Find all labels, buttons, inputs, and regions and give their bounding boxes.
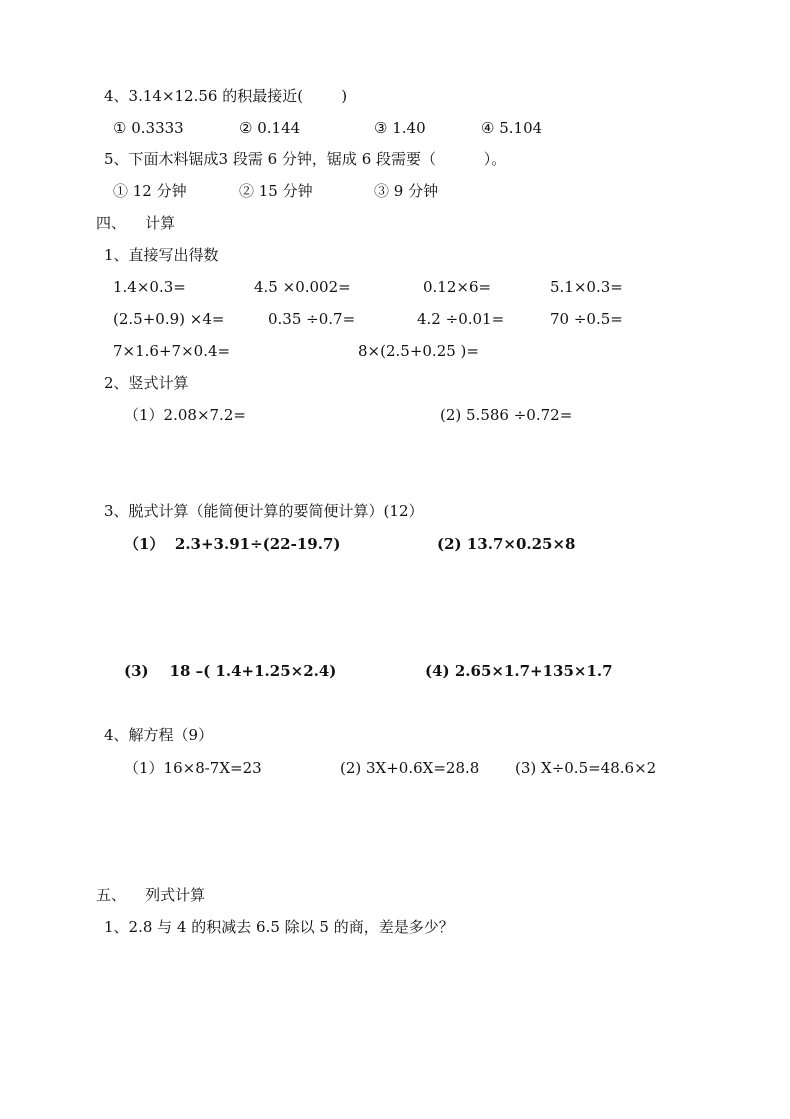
p1-r2c3: 4.2 ÷0.01= [417, 310, 505, 328]
p1-r2c4: 70 ÷0.5= [550, 310, 623, 328]
p4-item-3: (3) X÷0.5=48.6×2 [515, 759, 657, 777]
p3-item-1: （1） 2.3+3.91÷(22-19.7) [124, 535, 341, 553]
q4-stem: 4、3.14×12.56 的积最接近( ) [104, 87, 348, 105]
p3-title: 3、脱式计算（能简便计算的要简便计算）(12） [104, 502, 424, 520]
p1-r1c4: 5.1×0.3= [550, 278, 623, 296]
p4-item-2: (2) 3X+0.6X=28.8 [340, 759, 480, 777]
q4-option-4: ④ 5.104 [481, 119, 543, 137]
p3-item-2: (2) 13.7×0.25×8 [437, 535, 576, 553]
p1-title: 1、直接写出得数 [104, 246, 219, 264]
q4-option-2: ② 0.144 [239, 119, 301, 137]
q5-option-1: ① 12 分钟 [113, 182, 187, 200]
p1-r1c2: 4.5 ×0.002= [254, 278, 351, 296]
q5-stem: 5、下面木料锯成3 段需 6 分钟，锯成 6 段需要（ ）。 [104, 150, 507, 168]
q5-option-3: ③ 9 分钟 [374, 182, 439, 200]
q5-option-2: ② 15 分钟 [239, 182, 313, 200]
q4-option-3: ③ 1.40 [374, 119, 426, 137]
p3-item-3: (3) 18 –( 1.4+1.25×2.4) [124, 662, 337, 680]
p1-r1c1: 1.4×0.3= [113, 278, 186, 296]
p1-r3c1: 7×1.6+7×0.4= [113, 342, 231, 360]
p2-title: 2、竖式计算 [104, 374, 189, 392]
p1-r2c2: 0.35 ÷0.7= [268, 310, 356, 328]
p1-r3c2: 8×(2.5+0.25 )= [358, 342, 479, 360]
p4-item-1: （1）16×8-7X=23 [124, 759, 262, 777]
p2-item-2: (2) 5.586 ÷0.72= [440, 406, 573, 424]
p1-r2c1: (2.5+0.9) ×4= [113, 310, 225, 328]
p3-item-4: (4) 2.65×1.7+135×1.7 [425, 662, 613, 680]
q4-option-1: ① 0.3333 [113, 119, 184, 137]
p2-item-1: （1）2.08×7.2= [124, 406, 246, 424]
p4-title: 4、解方程（9） [104, 726, 214, 744]
p1-r1c3: 0.12×6= [423, 278, 492, 296]
section4-title: 四、 计算 [96, 214, 176, 232]
section5-title: 五、 列式计算 [96, 886, 206, 904]
section5-q1: 1、2.8 与 4 的积减去 6.5 除以 5 的商，差是多少？ [104, 918, 454, 936]
